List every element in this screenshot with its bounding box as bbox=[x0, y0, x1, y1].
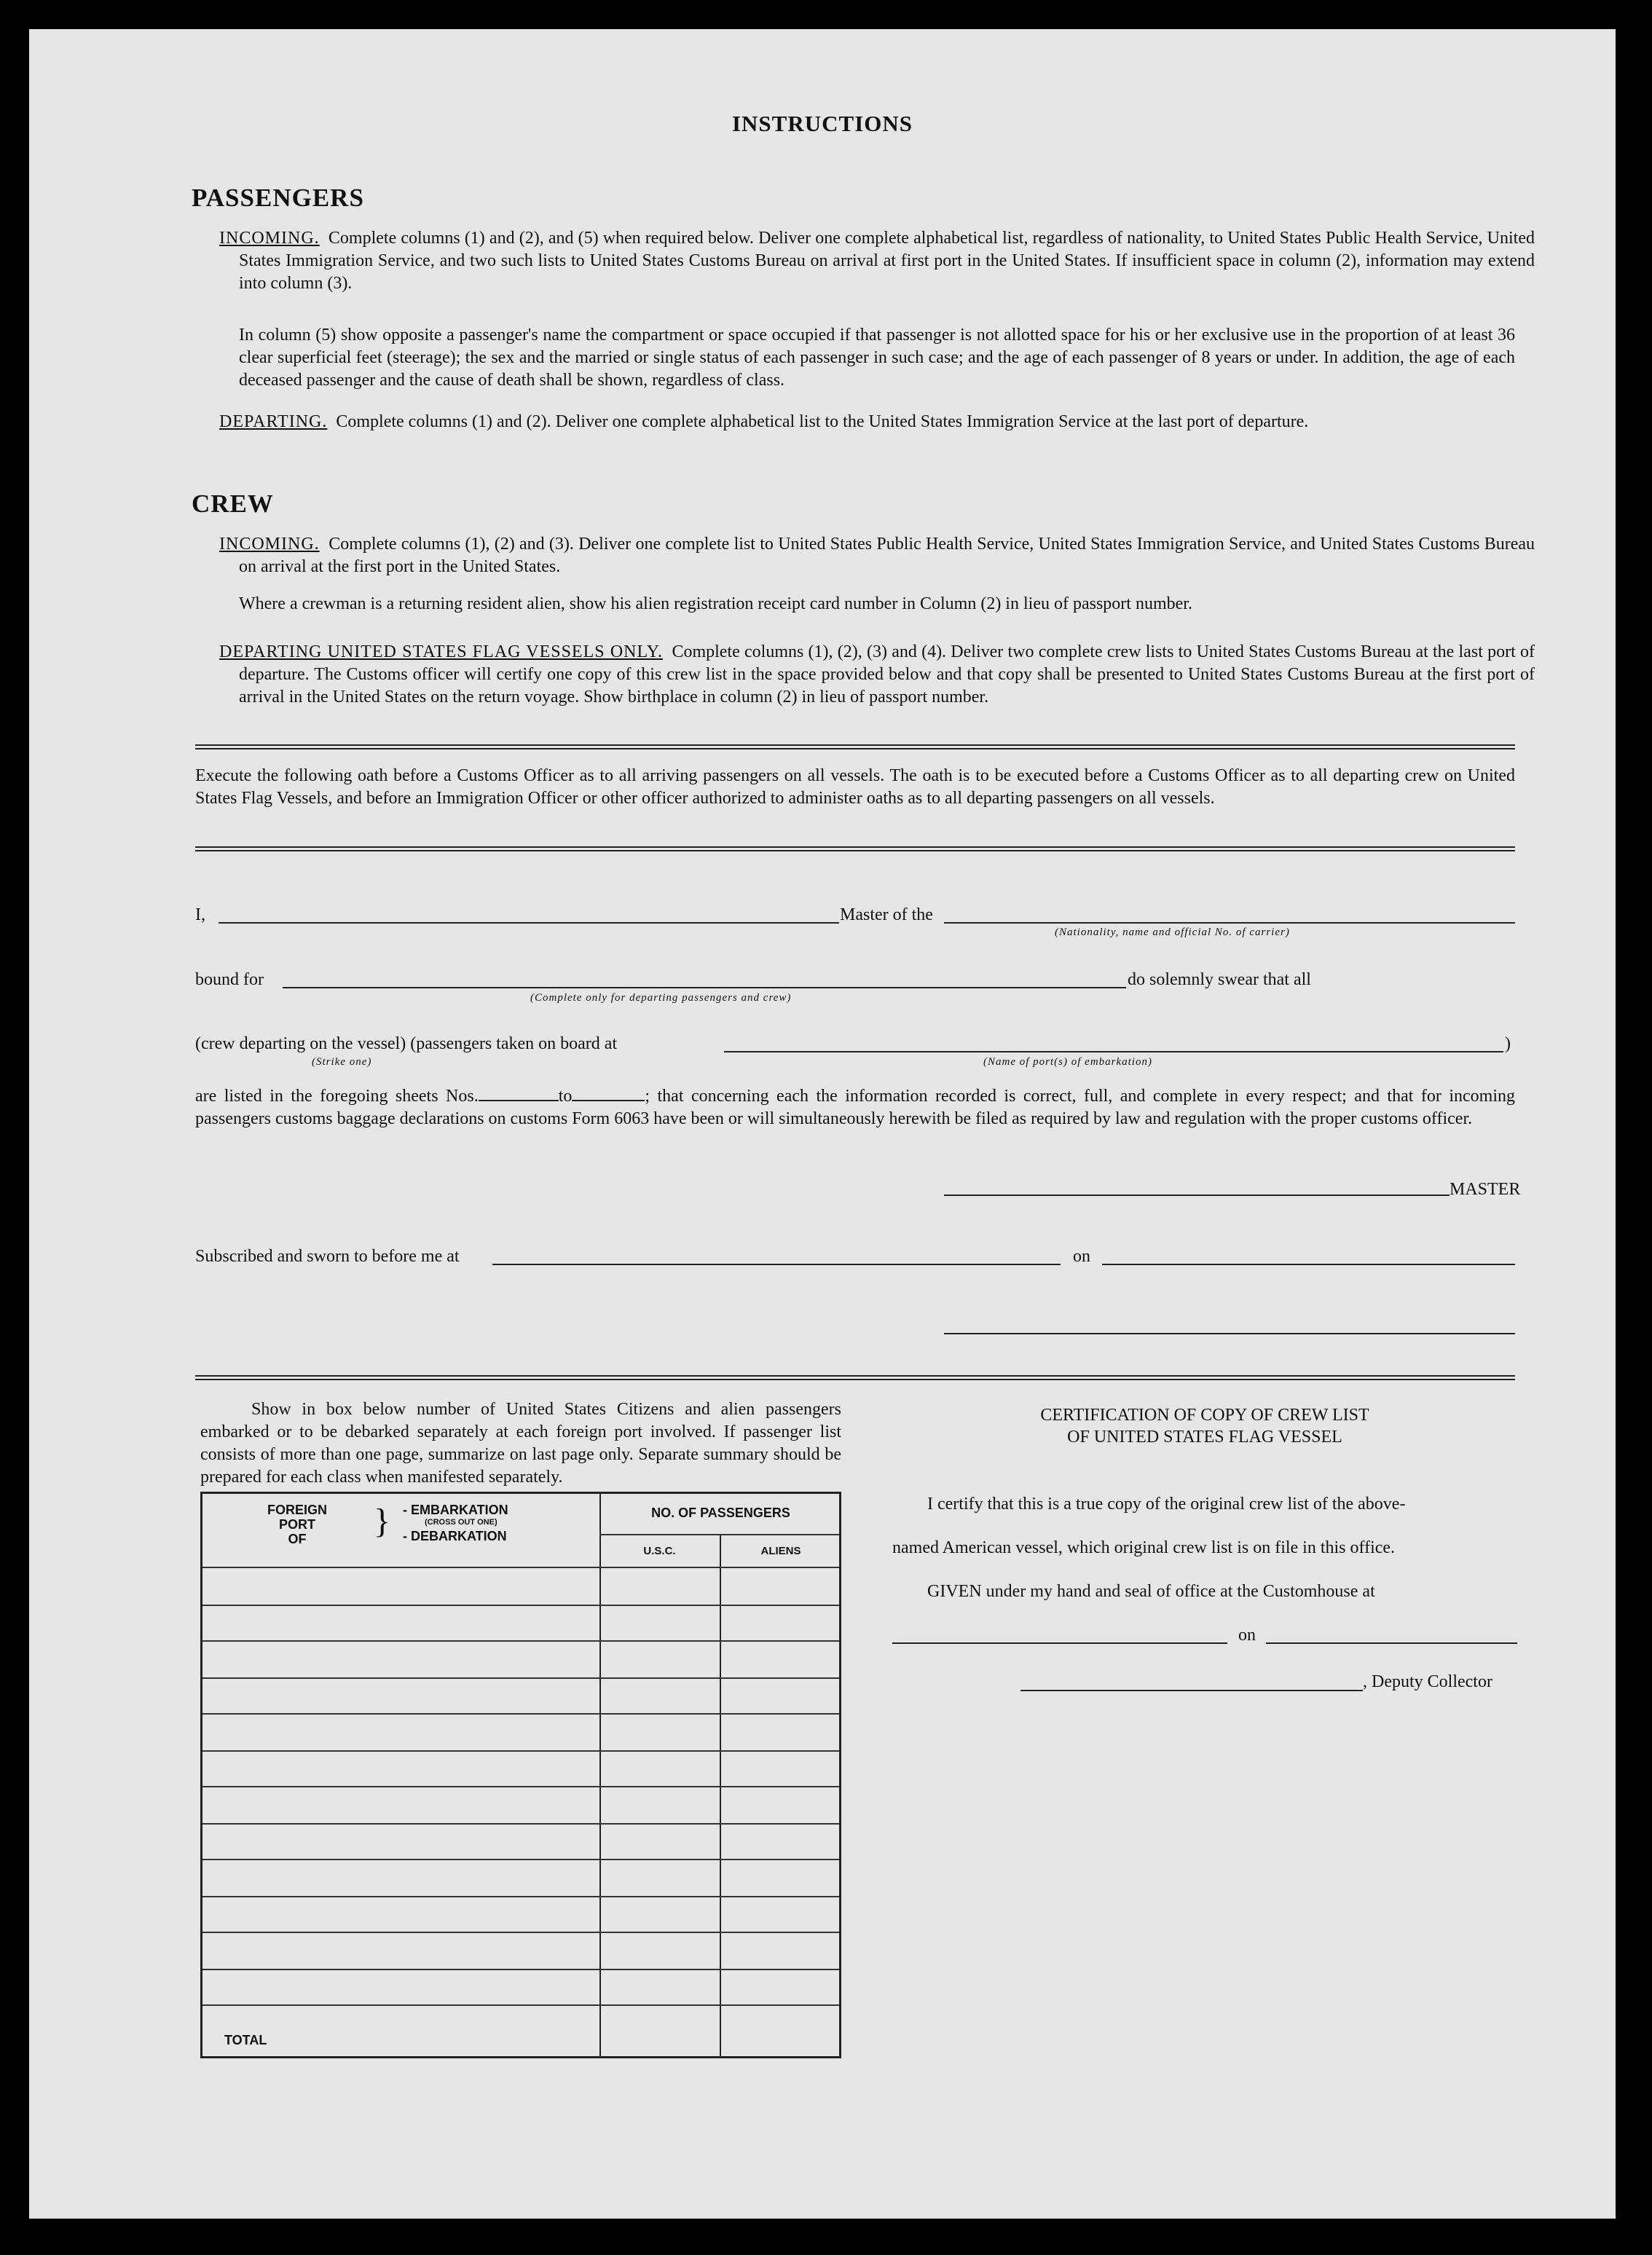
subscribed-label: Subscribed and sworn to before me at bbox=[195, 1247, 460, 1266]
listed-pre: are listed in the foregoing sheets Nos. bbox=[195, 1087, 479, 1106]
col-port: PORT bbox=[278, 1517, 315, 1532]
passengers-incoming-paragraph bbox=[219, 227, 1535, 295]
ports-caption: (Name of port(s) of embarkation) bbox=[983, 1056, 1152, 1068]
passengers-departing-paragraph bbox=[219, 411, 1535, 433]
passengers-incoming-text: Complete columns (1) and (2), and (5) when required below. Deliver one complete alphabetical list, regardless of nationality, to United States Public Health Service, United States Immigration Service, and two such lists to United States Customs Bureau on arrival at first port in the United States. If insufficient space in column (2), information may extend into column (3). bbox=[239, 229, 1535, 293]
header-bottom-rule bbox=[202, 1567, 839, 1568]
bound-for-field[interactable] bbox=[283, 987, 1126, 988]
no-passengers-header: NO. OF PASSENGERS bbox=[651, 1506, 790, 1520]
oath-i-label: I, bbox=[195, 905, 205, 924]
table-row bbox=[202, 1750, 839, 1752]
crew-departing-paragraph bbox=[219, 641, 1535, 709]
passengers-incoming-lead: INCOMING. bbox=[219, 229, 320, 248]
table-row bbox=[202, 1640, 839, 1642]
col-foreign: FOREIGN bbox=[267, 1503, 327, 1517]
master-of-label: Master of the bbox=[840, 905, 933, 924]
double-rule bbox=[195, 846, 1515, 851]
sworn-at-field[interactable] bbox=[492, 1264, 1061, 1265]
sworn-on-label: on bbox=[1073, 1247, 1090, 1266]
crew-heading: CREW bbox=[192, 489, 274, 518]
cert-on-label: on bbox=[1238, 1626, 1256, 1645]
total-label: TOTAL bbox=[224, 2033, 267, 2047]
table-divider bbox=[720, 1534, 721, 2056]
listed-sheets-paragraph bbox=[195, 1085, 1515, 1130]
table-row bbox=[202, 1823, 839, 1825]
cross-out-note: (CROSS OUT ONE) bbox=[425, 1518, 497, 1527]
passenger-summary-table bbox=[200, 1492, 841, 2058]
certification-title-line2: OF UNITED STATES FLAG VESSEL bbox=[1067, 1428, 1342, 1447]
debarkation-option[interactable]: - DEBARKATION bbox=[403, 1529, 507, 1543]
certification-title-line1: CERTIFICATION OF COPY OF CREW LIST bbox=[1040, 1406, 1369, 1425]
passengers-departing-text: Complete columns (1) and (2). Deliver one complete alphabetical list to the United States Immigration Service at the last port of departure. bbox=[336, 412, 1309, 431]
crew-incoming-paragraph bbox=[219, 533, 1535, 578]
carrier-caption: (Nationality, name and official No. of carrier) bbox=[1055, 926, 1290, 938]
table-row bbox=[202, 1605, 839, 1606]
double-rule bbox=[195, 744, 1515, 749]
table-row bbox=[202, 2004, 839, 2006]
table-row bbox=[202, 1859, 839, 1860]
double-rule bbox=[195, 1375, 1515, 1380]
sworn-date-field[interactable] bbox=[1102, 1264, 1515, 1265]
close-paren: ) bbox=[1505, 1034, 1511, 1053]
listed-to: to bbox=[558, 1087, 573, 1106]
sheet-to-field[interactable] bbox=[572, 1100, 645, 1101]
master-signature-field[interactable] bbox=[944, 1195, 1450, 1196]
strike-caption: (Strike one) bbox=[312, 1056, 372, 1068]
carrier-field[interactable] bbox=[944, 922, 1515, 924]
table-row bbox=[202, 1969, 839, 1970]
certify-line2: named American vessel, which original crew list is on file in this office. bbox=[892, 1538, 1396, 1557]
usc-header: U.S.C. bbox=[643, 1545, 676, 1557]
master-name-field[interactable] bbox=[219, 922, 839, 924]
form-page bbox=[29, 29, 1616, 2219]
brace-icon: } bbox=[374, 1502, 391, 1540]
col-of: OF bbox=[288, 1532, 307, 1546]
deputy-collector-label: , Deputy Collector bbox=[1363, 1672, 1492, 1691]
officer-signature-field[interactable] bbox=[944, 1333, 1515, 1334]
oath-instructions: Execute the following oath before a Customs Officer as to all arriving passengers on all vessels. The oath is to be executed before a Customs Officer as to all departing crew on United States Flag Vessels, and before an Immigration Officer or other officer authorized to administer oaths as to all departing passengers on all vessels. bbox=[195, 766, 1515, 808]
cert-date-field[interactable] bbox=[1266, 1642, 1517, 1644]
crew-incoming-text: Complete columns (1), (2) and (3). Deliver one complete list to United States Public Health Service, United States Immigration Service, and United States Customs Bureau on arrival at the first port in the United States. bbox=[239, 535, 1535, 576]
table-row bbox=[202, 1786, 839, 1787]
certify-line1: I certify that this is a true copy of the original crew list of the above- bbox=[927, 1495, 1406, 1514]
crew-departing-text: Complete columns (1), (2), (3) and (4). Deliver two complete crew lists to United States Customs Bureau at the last port of departure. The Customs officer will certify one copy of this crew list in the space provided below and that copy shall be presented to United States Customs Bureau at the first port of arrival in the United States on the return voyage. Show birthplace in column (2) in lieu of passport number. bbox=[239, 642, 1535, 707]
sheet-from-field[interactable] bbox=[479, 1100, 559, 1101]
summary-text: Show in box below number of United States Citizens and alien passengers embarked or to be debarked separately at each foreign port involved. If passenger list consists of more than one page, summarize on last page only. Separate summary should be prepared for each class when manifested separately. bbox=[200, 1400, 841, 1487]
page-title: INSTRUCTIONS bbox=[731, 111, 913, 136]
customhouse-field[interactable] bbox=[892, 1642, 1227, 1644]
table-row bbox=[202, 1677, 839, 1679]
deputy-signature-field[interactable] bbox=[1020, 1690, 1363, 1691]
passengers-heading: PASSENGERS bbox=[192, 184, 364, 212]
bound-caption: (Complete only for departing passengers and crew) bbox=[530, 992, 792, 1004]
embarkation-option[interactable]: - EMBARKATION bbox=[403, 1503, 508, 1517]
table-divider bbox=[599, 1494, 601, 2056]
given-line: GIVEN under my hand and seal of office at the Customhouse at bbox=[927, 1582, 1375, 1601]
bound-for-label: bound for bbox=[195, 970, 264, 989]
crew-resident-paragraph: Where a crewman is a returning resident alien, show his alien registration receipt card number in Column (2) in lieu of passport number. bbox=[239, 594, 1192, 613]
table-row bbox=[202, 1896, 839, 1897]
passengers-column5-paragraph: In column (5) show opposite a passenger's name the compartment or space occupied if that passenger is not allotted space for his or her exclusive use in the proportion of at least 36 clear superficial feet (steerage); the sex and the married or single status of each passenger in such case; and the age of each passenger of 8 years or under. In addition, the age of each deceased passenger and the cause of death shall be shown, regardless of class. bbox=[239, 326, 1515, 390]
embarkation-ports-field[interactable] bbox=[724, 1051, 1503, 1052]
crew-incoming-lead: INCOMING. bbox=[219, 535, 320, 554]
master-label: MASTER bbox=[1450, 1180, 1521, 1199]
crew-passengers-label: (crew departing on the vessel) (passengers taken on board at bbox=[195, 1034, 618, 1053]
table-row bbox=[202, 1932, 839, 1933]
aliens-header: ALIENS bbox=[760, 1545, 801, 1557]
swear-label: do solemnly swear that all bbox=[1128, 970, 1311, 989]
listed-post: ; that concerning each the information recorded is correct, full, and complete in every respect; and that for incoming passengers customs baggage declarations on customs Form 6063 have been or will simultaneously herewith be filed as required by law and regulation with the proper customs officer. bbox=[195, 1087, 1515, 1128]
passengers-departing-lead: DEPARTING. bbox=[219, 412, 328, 431]
crew-departing-lead: DEPARTING UNITED STATES FLAG VESSELS ONLY. bbox=[219, 642, 663, 661]
foreign-port-header bbox=[253, 1503, 341, 1546]
table-divider bbox=[599, 1534, 839, 1535]
table-row bbox=[202, 1713, 839, 1715]
